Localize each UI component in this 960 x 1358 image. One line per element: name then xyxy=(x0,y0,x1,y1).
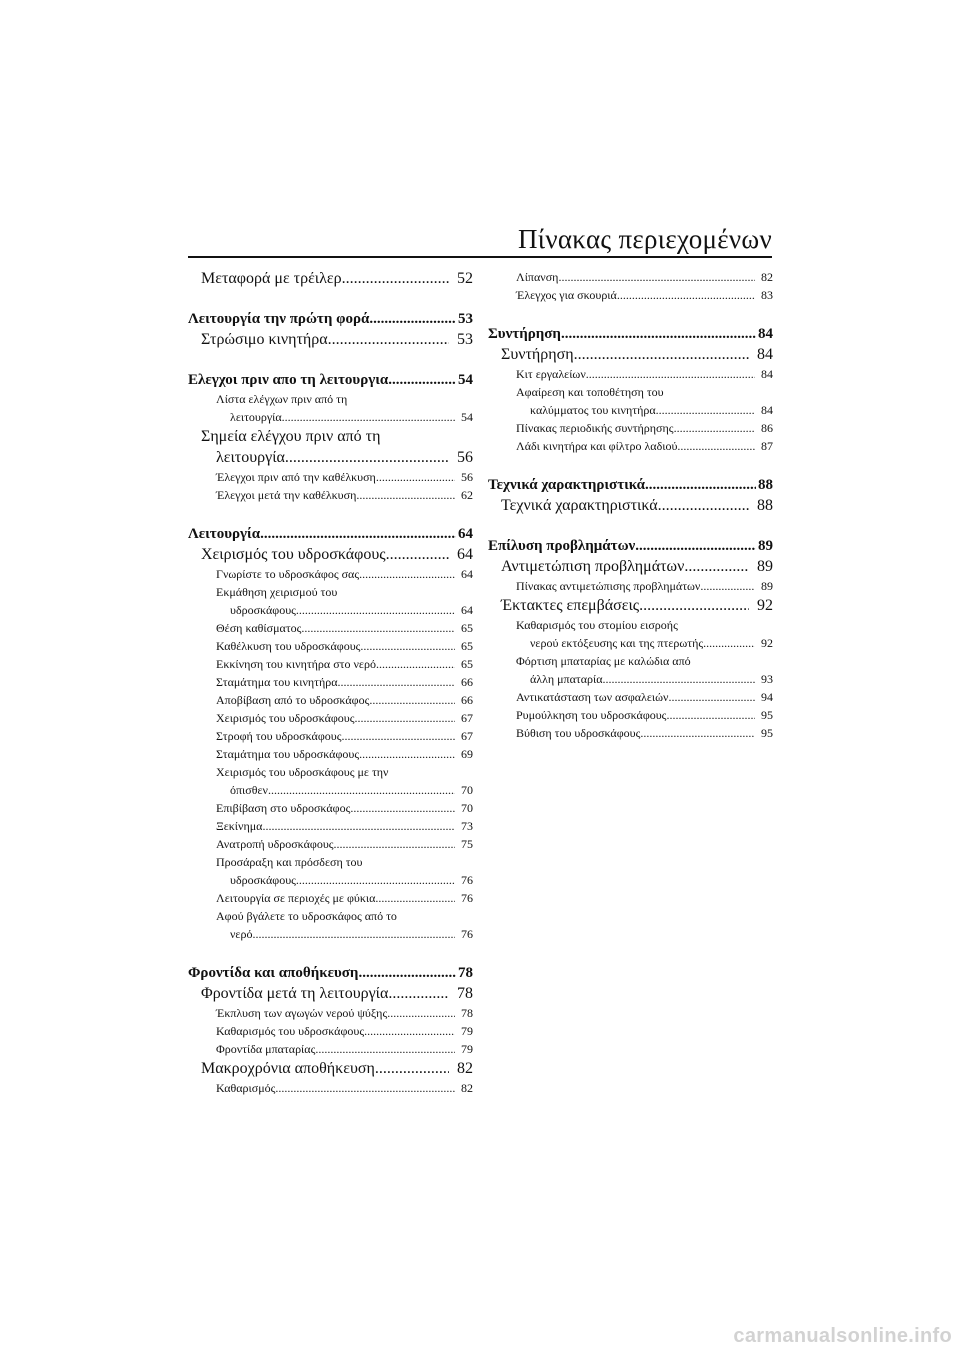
toc-page-number: 84 xyxy=(757,346,773,363)
toc-section-heading[interactable] xyxy=(188,524,473,544)
toc-entry-label: Αφού βγάλετε το υδροσκάφος από το xyxy=(216,909,397,923)
toc-entry-label: Λειτουργία xyxy=(188,526,261,542)
toc-entry-label: Συντήρηση xyxy=(501,346,574,363)
toc-page-number: 64 xyxy=(461,603,473,617)
toc-section-heading[interactable] xyxy=(488,475,773,495)
toc-entry-label: Βύθιση του υδροσκάφους xyxy=(516,726,641,740)
toc-entry-label-continued: άλλη μπαταρία xyxy=(530,672,603,686)
dot-leader xyxy=(252,925,455,943)
dot-leader xyxy=(334,835,455,853)
toc-entry-label-continued: λειτουργία xyxy=(216,449,285,466)
toc-entry-label: Ρυμούλκηση του υδροσκάφους xyxy=(516,708,667,722)
toc-entry-label: Λειτουργία σε περιοχές με φύκια xyxy=(216,891,376,905)
toc-page-number: 52 xyxy=(457,270,473,287)
toc-page-number: 78 xyxy=(461,1006,473,1020)
toc-entry-label-continued: όπισθεν xyxy=(230,783,268,797)
toc-page-number: 64 xyxy=(461,567,473,581)
toc-subentry[interactable] xyxy=(188,835,473,853)
dot-leader xyxy=(703,634,755,652)
dot-leader xyxy=(388,370,456,390)
toc-entry-label: Αντικατάσταση των ασφαλειών xyxy=(516,690,669,704)
dot-leader xyxy=(356,486,455,504)
toc-page-number: 78 xyxy=(457,985,473,1002)
toc-page-number: 76 xyxy=(461,927,473,941)
toc-entry-label: Φροντίδα και αποθήκευση xyxy=(188,965,359,981)
toc-subentry[interactable] xyxy=(488,383,773,419)
dot-leader xyxy=(376,468,455,486)
toc-entry-label: Σημεία ελέγχου πριν από τη xyxy=(201,428,381,445)
toc-entry-label: Εκμάθηση χειρισμού του xyxy=(216,585,338,599)
toc-page-number: 84 xyxy=(761,403,773,417)
dot-leader xyxy=(359,565,455,583)
dot-leader xyxy=(282,408,455,426)
toc-entry-label: Τεχνικά χαρακτηριστικά xyxy=(501,497,658,514)
toc-entry-label: Φροντίδα μετά τη λειτουργία xyxy=(201,985,389,1002)
toc-page-number: 56 xyxy=(461,470,473,484)
toc-page-number: 54 xyxy=(461,410,473,424)
dot-leader xyxy=(666,706,755,724)
toc-subentry[interactable] xyxy=(188,1004,473,1022)
dot-leader xyxy=(668,688,755,706)
toc-entry-label: Έλεγχοι μετά την καθέλκυση xyxy=(216,488,357,502)
dot-leader xyxy=(285,447,449,468)
toc-page-number: 76 xyxy=(461,873,473,887)
dot-leader xyxy=(342,268,449,289)
toc-subentry[interactable] xyxy=(488,706,773,724)
dot-leader xyxy=(301,619,455,637)
toc-entry-label-continued: υδροσκάφους xyxy=(230,603,296,617)
toc-subentry[interactable] xyxy=(188,1022,473,1040)
dot-leader xyxy=(275,1079,455,1097)
dot-leader xyxy=(328,329,449,350)
toc-subentry[interactable] xyxy=(188,763,473,799)
toc-entry-label: Εκκίνηση του κινητήρα στο νερό xyxy=(216,657,376,671)
dot-leader xyxy=(369,691,455,709)
toc-entry-label: Κιτ εργαλείων xyxy=(516,367,586,381)
toc-entry-label: Προσάραξη και πρόσδεση του xyxy=(216,855,363,869)
toc-page-number: 66 xyxy=(461,693,473,707)
toc-subentry[interactable] xyxy=(188,817,473,835)
toc-entry-label: Στρώσιμο κινητήρα xyxy=(201,331,328,348)
toc-entry-label: Καθέλκυση του υδροσκάφους xyxy=(216,639,361,653)
dot-leader xyxy=(639,595,749,616)
dot-leader xyxy=(586,365,755,383)
dot-leader xyxy=(338,673,455,691)
dot-leader xyxy=(387,1004,455,1022)
toc-entry-label: Αντιμετώπιση προβλημάτων xyxy=(501,558,685,575)
toc-page-number: 54 xyxy=(458,372,473,388)
dot-leader xyxy=(364,1022,455,1040)
toc-page-number: 86 xyxy=(761,421,773,435)
toc-subentry[interactable] xyxy=(188,1079,473,1097)
toc-entry-label: Καθαρισμός του στομίου εισροής xyxy=(516,618,678,632)
toc-entry-label: Λίστα ελέγχων πριν από τη xyxy=(216,392,348,406)
toc-entry-label-continued: νερού εκτόξευσης και της πτερωτής xyxy=(530,636,704,650)
dot-leader xyxy=(617,286,755,304)
toc-subentry[interactable] xyxy=(188,486,473,504)
toc-page-number: 89 xyxy=(757,558,773,575)
toc-page-number: 73 xyxy=(461,819,473,833)
dot-leader xyxy=(645,475,756,495)
dot-leader xyxy=(574,344,749,365)
dot-leader xyxy=(268,781,455,799)
dot-leader xyxy=(561,324,756,344)
toc-entry-label: Καθαρισμός xyxy=(216,1081,276,1095)
dot-leader xyxy=(674,419,755,437)
toc-page-number: 82 xyxy=(461,1081,473,1095)
toc-section-heading[interactable] xyxy=(488,324,773,344)
toc-entry-label: Πίνακας περιοδικής συντήρησης xyxy=(516,421,674,435)
toc-entry[interactable] xyxy=(488,595,773,616)
toc-entry[interactable] xyxy=(488,344,773,365)
toc-entry-label: Έλεγχος για σκουριά xyxy=(516,288,617,302)
toc-subentry[interactable] xyxy=(488,724,773,742)
toc-page-number: 95 xyxy=(761,726,773,740)
dot-leader xyxy=(684,556,749,577)
toc-page-number: 92 xyxy=(761,636,773,650)
toc-subentry[interactable] xyxy=(188,637,473,655)
toc-page-number: 53 xyxy=(457,331,473,348)
toc-subentry[interactable] xyxy=(488,577,773,595)
toc-subentry[interactable] xyxy=(188,673,473,691)
toc-page-number: 79 xyxy=(461,1024,473,1038)
dot-leader xyxy=(358,963,456,983)
dot-leader xyxy=(375,889,455,907)
toc-entry-label: Έλεγχοι πριν από την καθέλκυση xyxy=(216,470,376,484)
toc-page-number: 65 xyxy=(461,657,473,671)
toc-entry-label: Τεχνικά χαρακτηριστικά xyxy=(488,477,646,493)
toc-page-number: 66 xyxy=(461,675,473,689)
toc-page-number: 70 xyxy=(461,801,473,815)
dot-leader xyxy=(656,401,755,419)
toc-subentry[interactable] xyxy=(188,799,473,817)
toc-page-number: 79 xyxy=(461,1042,473,1056)
toc-subentry[interactable] xyxy=(488,419,773,437)
dot-leader xyxy=(603,670,756,688)
toc-subentry[interactable] xyxy=(188,745,473,763)
toc-entry-label: Γνωρίστε το υδροσκάφος σας xyxy=(216,567,360,581)
dot-leader xyxy=(635,536,756,556)
toc-page-number: 76 xyxy=(461,891,473,905)
toc-subentry[interactable] xyxy=(188,907,473,943)
toc-entry-label: Φροντίδα μπαταρίας xyxy=(216,1042,316,1056)
toc-page-number: 92 xyxy=(757,597,773,614)
toc-page-number: 82 xyxy=(457,1060,473,1077)
dot-leader xyxy=(296,871,455,889)
toc-entry-label: Καθαρισμός του υδροσκάφους xyxy=(216,1024,365,1038)
toc-entry[interactable] xyxy=(188,1058,473,1079)
toc-page-number: 89 xyxy=(758,538,773,554)
dot-leader xyxy=(350,799,455,817)
dot-leader xyxy=(260,524,456,544)
toc-entry-label: Αποβίβαση από το υδροσκάφος xyxy=(216,693,370,707)
title-rule xyxy=(188,256,772,258)
toc-entry-label: Λάδι κινητήρα και φίλτρο λαδιού xyxy=(516,439,678,453)
toc-page-number: 67 xyxy=(461,729,473,743)
toc-entry[interactable] xyxy=(188,426,473,468)
toc-entry-label: Ξεκίνημα xyxy=(216,819,263,833)
toc-entry-label: Πίνακας αντιμετώπισης προβλημάτων xyxy=(516,579,701,593)
dot-leader xyxy=(558,268,755,286)
toc-entry[interactable] xyxy=(488,495,773,516)
toc-entry-label-continued: νερό xyxy=(230,927,253,941)
dot-leader xyxy=(359,745,455,763)
dot-leader xyxy=(640,724,755,742)
toc-subentry[interactable] xyxy=(188,691,473,709)
toc-subentry[interactable] xyxy=(188,1040,473,1058)
dot-leader xyxy=(341,727,455,745)
dot-leader xyxy=(262,817,455,835)
toc-subentry[interactable] xyxy=(488,688,773,706)
watermark: carmanualsonline.info xyxy=(733,1325,952,1347)
dot-leader xyxy=(360,637,455,655)
dot-leader xyxy=(296,601,455,619)
toc-entry-label: Μακροχρόνια αποθήκευση xyxy=(201,1060,375,1077)
toc-page-number: 64 xyxy=(457,546,473,563)
toc-subentry[interactable] xyxy=(188,565,473,583)
toc-subentry[interactable] xyxy=(188,619,473,637)
toc-entry-label: Χειρισμός του υδροσκάφους xyxy=(216,711,355,725)
toc-page-number: 69 xyxy=(461,747,473,761)
toc-page-number: 93 xyxy=(761,672,773,686)
toc-page-number: 67 xyxy=(461,711,473,725)
toc-entry[interactable] xyxy=(488,556,773,577)
dot-leader xyxy=(375,1058,449,1079)
toc-page-number: 65 xyxy=(461,621,473,635)
toc-left-column xyxy=(188,268,473,1097)
toc-page-number: 53 xyxy=(458,311,473,327)
toc-entry-label: Λίπανση xyxy=(516,270,559,284)
toc-subentry[interactable] xyxy=(488,616,773,652)
toc-page-number: 75 xyxy=(461,837,473,851)
toc-entry-label: Λειτουργία την πρώτη φορά xyxy=(188,311,370,327)
dot-leader xyxy=(315,1040,455,1058)
toc-page-number: 70 xyxy=(461,783,473,797)
dot-leader xyxy=(386,544,449,565)
toc-subentry[interactable] xyxy=(188,655,473,673)
toc-subentry[interactable] xyxy=(488,652,773,688)
toc-page-number: 88 xyxy=(757,497,773,514)
toc-subentry[interactable] xyxy=(488,268,773,286)
toc-entry-label-continued: υδροσκάφους xyxy=(230,873,296,887)
toc-page-number: 62 xyxy=(461,488,473,502)
toc-subentry[interactable] xyxy=(188,583,473,619)
toc-entry[interactable] xyxy=(188,983,473,1004)
toc-page-number: 82 xyxy=(761,270,773,284)
toc-subentry[interactable] xyxy=(188,390,473,426)
toc-section-heading[interactable] xyxy=(188,370,473,390)
toc-page-number: 88 xyxy=(758,477,773,493)
toc-subentry[interactable] xyxy=(188,709,473,727)
toc-entry-label: Επιβίβαση στο υδροσκάφος xyxy=(216,801,351,815)
toc-entry-label: Χειρισμός του υδροσκάφους με την xyxy=(216,765,389,779)
toc-entry-label: Στροφή του υδροσκάφους xyxy=(216,729,342,743)
toc-subentry[interactable] xyxy=(488,365,773,383)
toc-subentry[interactable] xyxy=(188,727,473,745)
toc-entry-label: Σταμάτημα του υδροσκάφους xyxy=(216,747,360,761)
toc-entry-label: Μεταφορά με τρέιλερ xyxy=(201,270,342,287)
toc-entry-label: Αφαίρεση και τοποθέτηση του xyxy=(516,385,664,399)
page-title: Πίνακας περιεχομένων xyxy=(517,224,772,254)
toc-entry-label-continued: λειτουργία xyxy=(230,410,282,424)
toc-entry-label: Έκτακτες επεμβάσεις xyxy=(501,597,640,614)
toc-page-number: 87 xyxy=(761,439,773,453)
dot-leader xyxy=(388,983,449,1004)
toc-entry-label-continued: καλύμματος του κινητήρα xyxy=(530,403,656,417)
toc-page-number: 78 xyxy=(458,965,473,981)
dot-leader xyxy=(354,709,455,727)
dot-leader xyxy=(658,495,749,516)
dot-leader xyxy=(700,577,755,595)
toc-entry[interactable] xyxy=(188,329,473,350)
toc-page-number: 56 xyxy=(457,449,473,466)
toc-entry-label: Ελεγχοι πριν απο τη λειτουργια xyxy=(188,372,389,388)
toc-page-number: 94 xyxy=(761,690,773,704)
toc-entry-label: Συντήρηση xyxy=(488,326,561,342)
toc-entry-label: Φόρτιση μπαταρίας με καλώδια από xyxy=(516,654,691,668)
toc-subentry[interactable] xyxy=(188,889,473,907)
toc-right-column xyxy=(488,268,773,742)
toc-page-number: 95 xyxy=(761,708,773,722)
toc-page-number: 65 xyxy=(461,639,473,653)
toc-entry[interactable] xyxy=(188,268,473,289)
toc-page-number: 89 xyxy=(761,579,773,593)
dot-leader xyxy=(369,309,456,329)
toc-entry[interactable] xyxy=(188,544,473,565)
toc-section-heading[interactable] xyxy=(188,309,473,329)
toc-entry-label: Χειρισμός του υδροσκάφους xyxy=(201,546,386,563)
toc-entry-label: Θέση καθίσματος xyxy=(216,621,302,635)
dot-leader xyxy=(376,655,455,673)
toc-page-number: 84 xyxy=(758,326,773,342)
toc-subentry[interactable] xyxy=(488,286,773,304)
toc-subentry[interactable] xyxy=(188,468,473,486)
toc-page-number: 83 xyxy=(761,288,773,302)
toc-page-number: 64 xyxy=(458,526,473,542)
toc-page-number: 84 xyxy=(761,367,773,381)
toc-section-heading[interactable] xyxy=(488,536,773,556)
toc-section-heading[interactable] xyxy=(188,963,473,983)
toc-entry-label: Σταμάτημα του κινητήρα xyxy=(216,675,338,689)
toc-entry-label: Επίλυση προβλημάτων xyxy=(488,538,636,554)
dot-leader xyxy=(677,437,755,455)
toc-entry-label: Έκπλυση των αγωγών νερού ψύξης xyxy=(216,1006,388,1020)
toc-entry-label: Ανατροπή υδροσκάφους xyxy=(216,837,334,851)
toc-subentry[interactable] xyxy=(188,853,473,889)
toc-subentry[interactable] xyxy=(488,437,773,455)
